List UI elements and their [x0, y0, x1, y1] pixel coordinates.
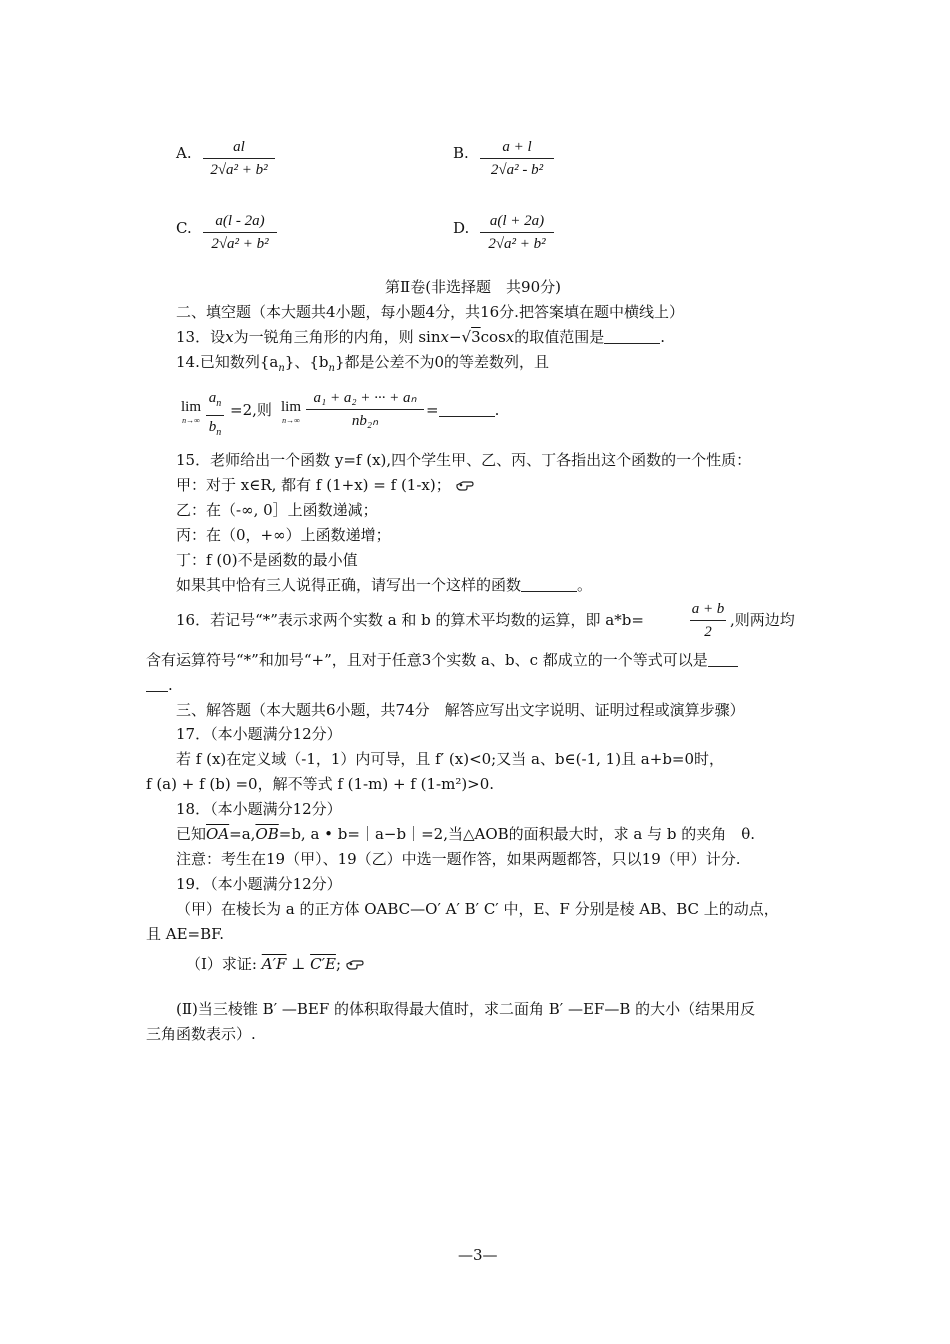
q14-fraction-2: a₁ + a₂ + ··· + aₙ nb₂ₙ — [306, 389, 424, 430]
question-14-line1: 14.已知数列$\{a_n\}$、$\{b_n\}$都是公差不为0的等差数列，且 — [176, 353, 550, 374]
note-text: 注意：考生在19（甲）、19（乙）中选一题作答，如果两题都答，只以19（甲）计分. — [176, 850, 741, 868]
option-b-numerator: a + l — [502, 139, 532, 155]
question-17-line1: 若 f (x)在定义域（-1，1）内可导，且 f′ (x)<0;又当 a、b∈(-1, 1)且 a+b=0时， — [176, 750, 725, 768]
question-19-title: 19．（本小题满分12分） — [176, 875, 342, 893]
question-19-part2-line2: 三角函数表示）. — [146, 1025, 256, 1043]
section3-heading: 三、解答题（本大题共6小题，共74分 解答应写出文字说明、证明过程或演算步骤） — [176, 701, 745, 719]
option-c-fraction — [203, 212, 277, 253]
option-d-fraction — [480, 212, 554, 253]
question-15-bing: 丙：在（0，+∞）上函数递增； — [176, 526, 391, 544]
question-16-line1: 16．若记号“*”表示求两个实数 a 和 b 的算术平均数的运算，即 a*b= — [176, 611, 644, 629]
question-15-jia: 甲：对于 x∈R, 都有 f (1+x) = f (1-x)； — [176, 475, 474, 495]
option-d-denominator: 2√a² + b² — [488, 236, 546, 252]
hand-pointer-icon — [346, 958, 364, 970]
limit-1: lim n→∞ — [180, 399, 201, 425]
q14-equals-then: =2,则 — [230, 401, 272, 419]
question-13: 13．设x为一锐角三角形的内角，则 sinx−√3cosx的取值范围是 . — [176, 328, 666, 346]
option-d-numerator: a(l + 2a) — [489, 213, 545, 229]
option-a-numerator: al — [233, 139, 245, 155]
question-16-line3: . — [146, 675, 173, 695]
q14-answer: = . — [426, 401, 500, 419]
question-15-intro: 15．老师给出一个函数 y=f (x),四个学生甲、乙、丙、丁各指出这个函数的一个性质： — [176, 451, 752, 469]
option-a-fraction — [203, 138, 275, 179]
option-b-label: B. — [453, 144, 469, 162]
question-15-ask: 如果其中恰有三人说得正确，请写出一个这样的函数 。 — [176, 576, 593, 594]
question-19-part2-line1: (Ⅱ)当三棱锥 B′ —BEF 的体积取得最大值时，求二面角 B′ —EF—B 的大小（结果用反 — [176, 1000, 756, 1018]
question-15-ding: 丁：f (0)不是函数的最小值 — [176, 551, 358, 569]
answer-blank-16-cont[interactable] — [146, 677, 168, 692]
option-b-denominator: 2√a² - b² — [490, 162, 544, 178]
question-19-part1: （Ⅰ）求证: A′F ⊥ C′E; — [186, 954, 364, 974]
question-16-line2: 含有运算符号“*”和加号“+”，且对于任意3个实数 a、b、c 都成立的一个等式可以是 — [146, 650, 738, 670]
option-c-numerator: a(l - 2a) — [215, 213, 265, 229]
question-18-body: 已知$\overline{OA}=a,\overline{OB}=b$, a • b=｜a−b｜=2,当△AOB的面积最大时，求 a 与 b 的夹角 θ. — [176, 825, 756, 843]
q16-fraction: a + b 2 — [691, 601, 725, 640]
question-19-line2: 且 AE=BF. — [146, 925, 224, 943]
answer-blank-16[interactable] — [708, 652, 738, 667]
answer-blank-13[interactable] — [604, 329, 660, 344]
section2-heading: 二、填空题（本大题共4小题，每小题4分，共16分.把答案填在题中横线上） — [176, 303, 684, 321]
option-c-label: C. — [176, 219, 192, 237]
question-18-title: 18．（本小题满分12分） — [176, 800, 342, 818]
option-a-denominator: 2√a² + b² — [210, 162, 268, 178]
question-17-title: 17．（本小题满分12分） — [176, 725, 342, 743]
answer-blank-15[interactable] — [521, 577, 577, 592]
answer-blank-14[interactable] — [439, 402, 495, 417]
limit-2: lim n→∞ — [280, 399, 301, 425]
option-d-label: D. — [453, 219, 470, 237]
question-19-line1: （甲）在棱长为 a 的正方体 OABC—O′ A′ B′ C′ 中，E、F 分别是棱 AB、BC 上的动点， — [176, 900, 779, 918]
question-15-yi: 乙：在（-∞, 0］上函数递减； — [176, 501, 378, 519]
q14-fraction-1: $a_n$ $b_n$ — [206, 389, 224, 442]
option-b-fraction — [480, 138, 554, 179]
option-c-denominator: 2√a² + b² — [211, 236, 269, 252]
page-number: —3— — [458, 1246, 498, 1264]
question-17-line2: f (a) + f (b) =0，解不等式 f (1-m) + f (1-m²)>0. — [146, 775, 495, 793]
part2-title: 第Ⅱ卷(非选择题 共90分) — [385, 278, 561, 296]
question-16-line1-end: ,则两边均 — [730, 611, 795, 629]
option-a-label: A. — [176, 144, 192, 162]
hand-pointer-icon — [456, 479, 474, 491]
